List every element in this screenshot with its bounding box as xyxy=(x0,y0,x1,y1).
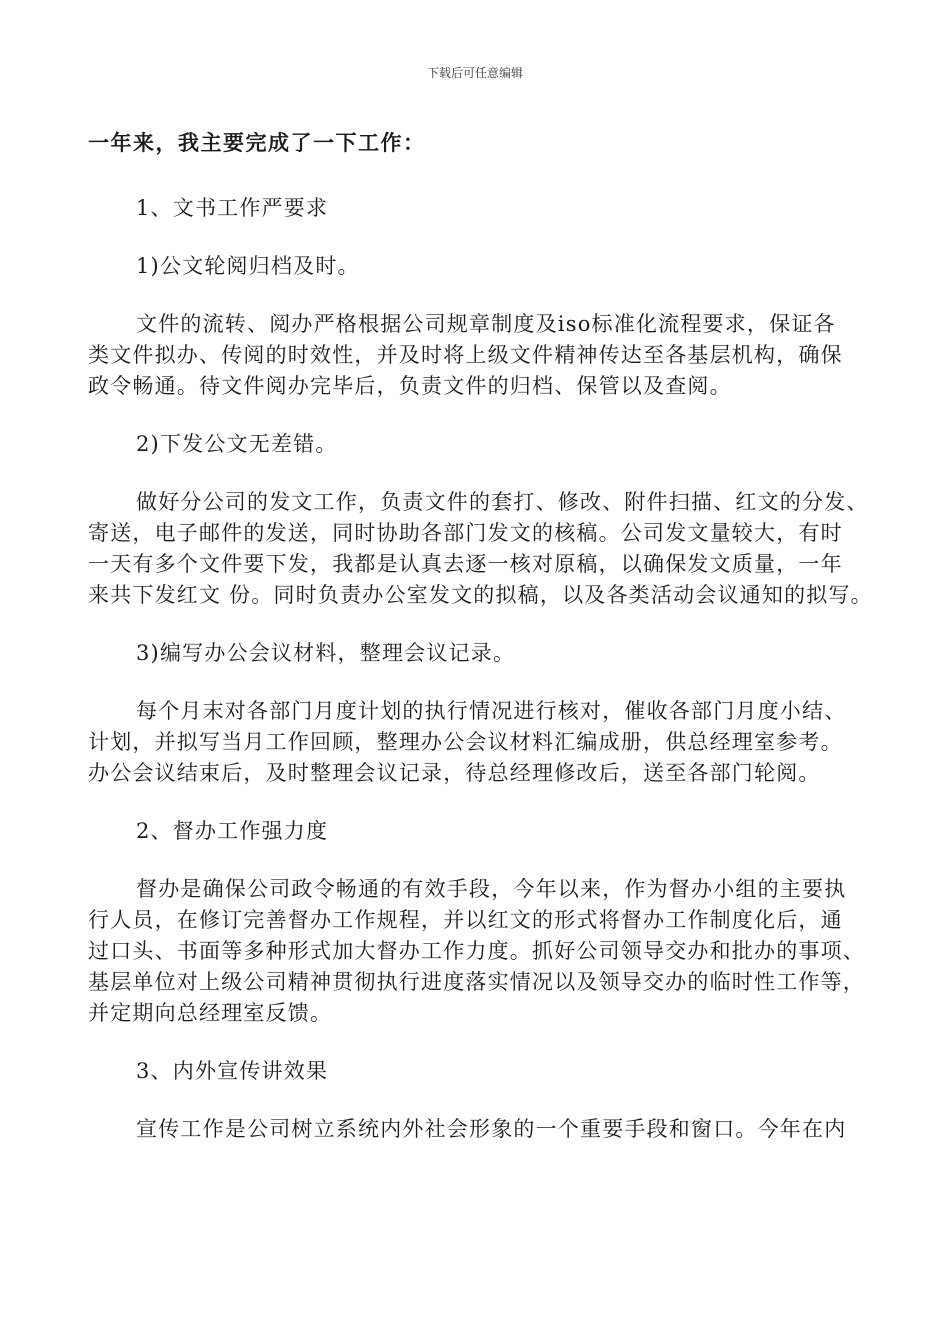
paragraph-line: 政令畅通。待文件阅办完毕后，负责文件的归档、保管以及查阅。 xyxy=(88,374,732,398)
paragraph-line: 每个月末对各部门月度计划的执行情况进行核对，催收各部门月度小结、 xyxy=(136,699,847,723)
paragraph-line: 寄送，电子邮件的发送，同时协助各部门发文的核稿。公司发文量较大，有时 xyxy=(88,521,843,545)
paragraph-line: 来共下发红文 份。同时负责办公室发文的拟稿，以及各类活动会议通知的拟写。 xyxy=(88,583,873,607)
paragraph-line: 一天有多个文件要下发，我都是认真去逐一核对原稿，以确保发文质量，一年 xyxy=(88,552,843,576)
paragraph xyxy=(88,309,868,402)
section-heading: 2、督办工作强力度 xyxy=(136,819,329,843)
paragraph-line: 督办是确保公司政令畅通的有效手段，今年以来，作为督办小组的主要执 xyxy=(136,877,847,901)
subsection-heading: 3)编写办公会议材料，整理会议记录。 xyxy=(136,641,516,665)
document-body xyxy=(88,120,873,1145)
paragraph xyxy=(88,874,868,1029)
paragraph-line: 类文件拟办、传阅的时效性，并及时将上级文件精神传达至各基层机构，确保 xyxy=(88,343,843,367)
paragraph xyxy=(88,1114,868,1145)
paragraph-line: 基层单位对上级公司精神贯彻执行进度落实情况以及领导交办的临时性工作等， xyxy=(88,970,865,994)
paragraph-line: 办公会议结束后，及时整理会议记录，待总经理修改后，送至各部门轮阅。 xyxy=(88,761,821,785)
paragraph-line: 做好分公司的发文工作，负责文件的套打、修改、附件扫描、红文的分发、 xyxy=(136,490,869,514)
paragraph-line: 文件的流转、阅办严格根据公司规章制度及iso标准化流程要求，保证各 xyxy=(136,312,836,336)
paragraph-line: 过口头、书面等多种形式加大督办工作力度。抓好公司领导交办和批办的事项、 xyxy=(88,939,865,963)
header-note: 下载后可任意编辑 xyxy=(426,66,523,80)
paragraph-line: 计划，并拟写当月工作回顾，整理办公会议材料汇编成册，供总经理室参考。 xyxy=(88,730,843,754)
paragraph xyxy=(88,696,868,789)
document-title: 一年来，我主要完成了一下工作： xyxy=(88,131,426,155)
paragraph-line: 宣传工作是公司树立系统内外社会形象的一个重要手段和窗口。今年在内 xyxy=(136,1117,847,1141)
section-heading: 1、文书工作严要求 xyxy=(136,196,329,220)
subsection-heading: 2)下发公文无差错。 xyxy=(136,432,338,456)
section-heading: 3、内外宣传讲效果 xyxy=(136,1059,329,1083)
paragraph-line: 并定期向总经理室反馈。 xyxy=(88,1001,333,1025)
paragraph-line: 行人员，在修订完善督办工作规程，并以红文的形式将督办工作制度化后，通 xyxy=(88,908,843,932)
paragraph xyxy=(88,487,873,611)
subsection-heading: 1)公文轮阅归档及时。 xyxy=(136,254,360,278)
